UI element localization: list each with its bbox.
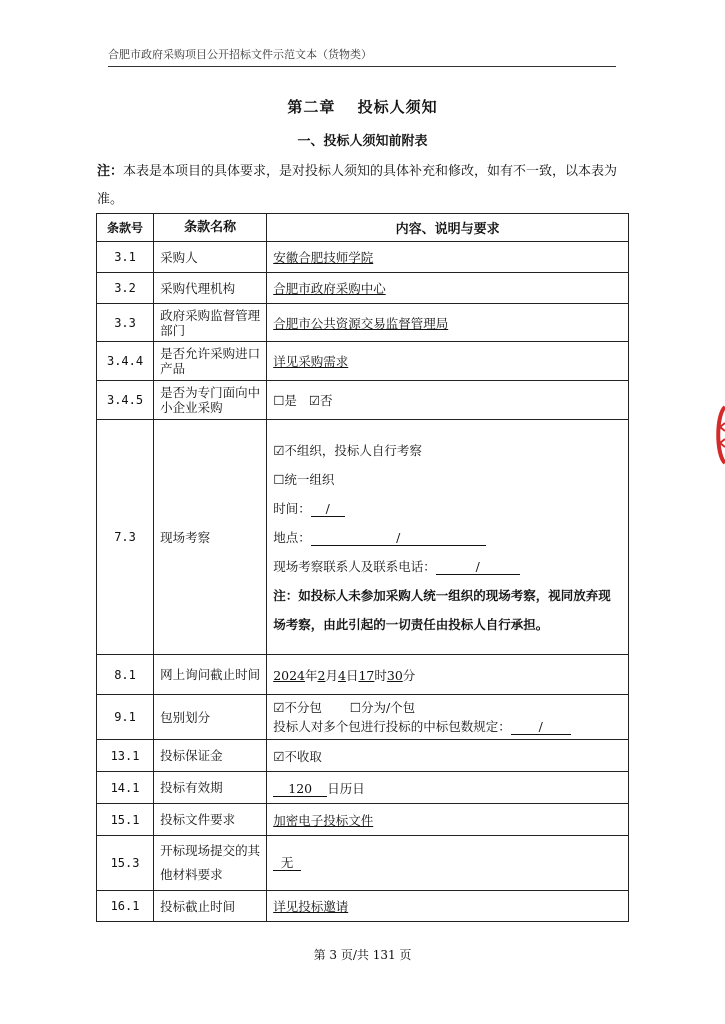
table-row [97, 420, 629, 655]
clause-no: 15.3 [97, 836, 154, 891]
site-place-value: / [311, 530, 486, 546]
site-note: 注：如投标人未参加采购人统一组织的现场考察，视同放弃现场考察，由此引起的一切责任由投标人自行承担。 [273, 587, 611, 632]
deadline-year: 2024 [273, 667, 305, 683]
clause-name: 是否为专门面向中小企业采购 [154, 381, 267, 420]
site-contact-label: 现场考察联系人及联系电话： [273, 558, 436, 574]
site-option-not-organized: ☑不组织，投标人自行考察 [273, 442, 422, 458]
note-paragraph [97, 158, 622, 214]
bid-deadline-value: 详见投标邀请 [273, 899, 349, 914]
site-contact [273, 552, 622, 581]
table-row [97, 381, 629, 420]
table-row [97, 772, 629, 804]
clause-name: 开标现场提交的其他材料要求 [154, 836, 267, 891]
clause-no: 13.1 [97, 740, 154, 772]
page-header: 合肥市政府采购项目公开招标文件示范文本（货物类） [108, 46, 616, 67]
package-rule-label: 投标人对多个包进行投标的中标包数规定： [273, 719, 511, 734]
deadline-day: 4 [337, 667, 346, 683]
table-row [97, 836, 629, 891]
section-title: 一、投标人须知前附表 [297, 134, 428, 149]
clause-no: 8.1 [97, 655, 154, 695]
site-time [273, 494, 622, 523]
deadline-minute: 30 [386, 667, 403, 683]
option-yes-checkbox: ☐是 [273, 393, 297, 408]
clause-name: 采购代理机构 [154, 273, 267, 304]
table-header-row [97, 214, 629, 242]
clause-no: 9.1 [97, 695, 154, 740]
header-content: 内容、说明与要求 [267, 214, 629, 242]
validity-days-unit: 日历日 [327, 780, 365, 796]
clause-name: 投标截止时间 [154, 891, 267, 922]
deadline-month: 2 [317, 667, 326, 683]
clause-name: 投标保证金 [154, 740, 267, 772]
deposit-value: ☑不收取 [267, 740, 629, 772]
table-row [97, 342, 629, 381]
instructions-table [96, 213, 629, 922]
other-materials-value: 无 [273, 855, 301, 871]
clause-no: 3.2 [97, 273, 154, 304]
site-contact-value: / [436, 559, 520, 575]
validity-value [267, 772, 629, 804]
clause-no: 3.4.5 [97, 381, 154, 420]
clause-name: 采购人 [154, 242, 267, 273]
bid-file-value: 加密电子投标文件 [273, 812, 374, 828]
site-place-label: 地点： [273, 529, 311, 545]
site-option-unified: ☐统一组织 [273, 471, 335, 487]
package-option-multi: ☐分为/个包 [349, 700, 416, 715]
table-row [97, 242, 629, 273]
inquiry-deadline [267, 655, 629, 695]
clause-name: 政府采购监督管理部门 [154, 304, 267, 342]
option-no-checkbox: ☑否 [308, 393, 333, 408]
package-rule-value: / [511, 719, 571, 735]
clause-no: 3.3 [97, 304, 154, 342]
clause-no: 16.1 [97, 891, 154, 922]
clause-name: 现场考察 [154, 420, 267, 655]
import-value: 详见采购需求 [273, 354, 349, 369]
table-row [97, 304, 629, 342]
clause-no: 7.3 [97, 420, 154, 655]
deadline-minute-unit: 分 [402, 667, 416, 683]
clause-no: 14.1 [97, 772, 154, 804]
chapter-title: 第二章 投标人须知 [287, 98, 438, 116]
deadline-hour: 17 [358, 667, 375, 683]
deadline-day-unit: 日 [345, 667, 359, 683]
clause-name: 包别划分 [154, 695, 267, 740]
deadline-month-unit: 月 [325, 667, 338, 683]
red-seal-fragment [714, 405, 725, 465]
agency-value: 合肥市政府采购中心 [273, 281, 386, 296]
table-row [97, 695, 629, 740]
clause-name: 投标文件要求 [154, 804, 267, 836]
validity-days: 120 [273, 781, 327, 797]
header-clause-no: 条款号 [97, 214, 154, 242]
note-text: 本表是本项目的具体要求，是对投标人须知的具体补充和修改，如有不一致，以本表为准。 [97, 164, 618, 207]
supervisor-value: 合肥市公共资源交易监督管理局 [273, 315, 449, 331]
package-rule [273, 717, 622, 736]
table-row [97, 655, 629, 695]
deadline-year-unit: 年 [305, 667, 318, 683]
clause-no: 3.4.4 [97, 342, 154, 381]
site-time-value: / [311, 501, 345, 517]
purchaser-value: 安徽合肥技师学院 [273, 250, 374, 265]
page-footer: 第 3 页/共 131 页 [313, 948, 412, 962]
package-options [273, 698, 622, 717]
clause-name: 是否允许采购进口产品 [154, 342, 267, 381]
header-clause-name: 条款名称 [154, 214, 267, 242]
table-row [97, 273, 629, 304]
table-row [97, 740, 629, 772]
site-time-label: 时间： [273, 500, 311, 516]
package-option-single: ☑不分包 [273, 700, 322, 715]
table-row [97, 891, 629, 922]
clause-no: 15.1 [97, 804, 154, 836]
site-place [273, 523, 622, 552]
note-lead: 注： [97, 164, 124, 179]
table-row [97, 804, 629, 836]
clause-name: 网上询问截止时间 [154, 655, 267, 695]
deadline-hour-unit: 时 [374, 667, 387, 683]
clause-name: 投标有效期 [154, 772, 267, 804]
clause-no: 3.1 [97, 242, 154, 273]
